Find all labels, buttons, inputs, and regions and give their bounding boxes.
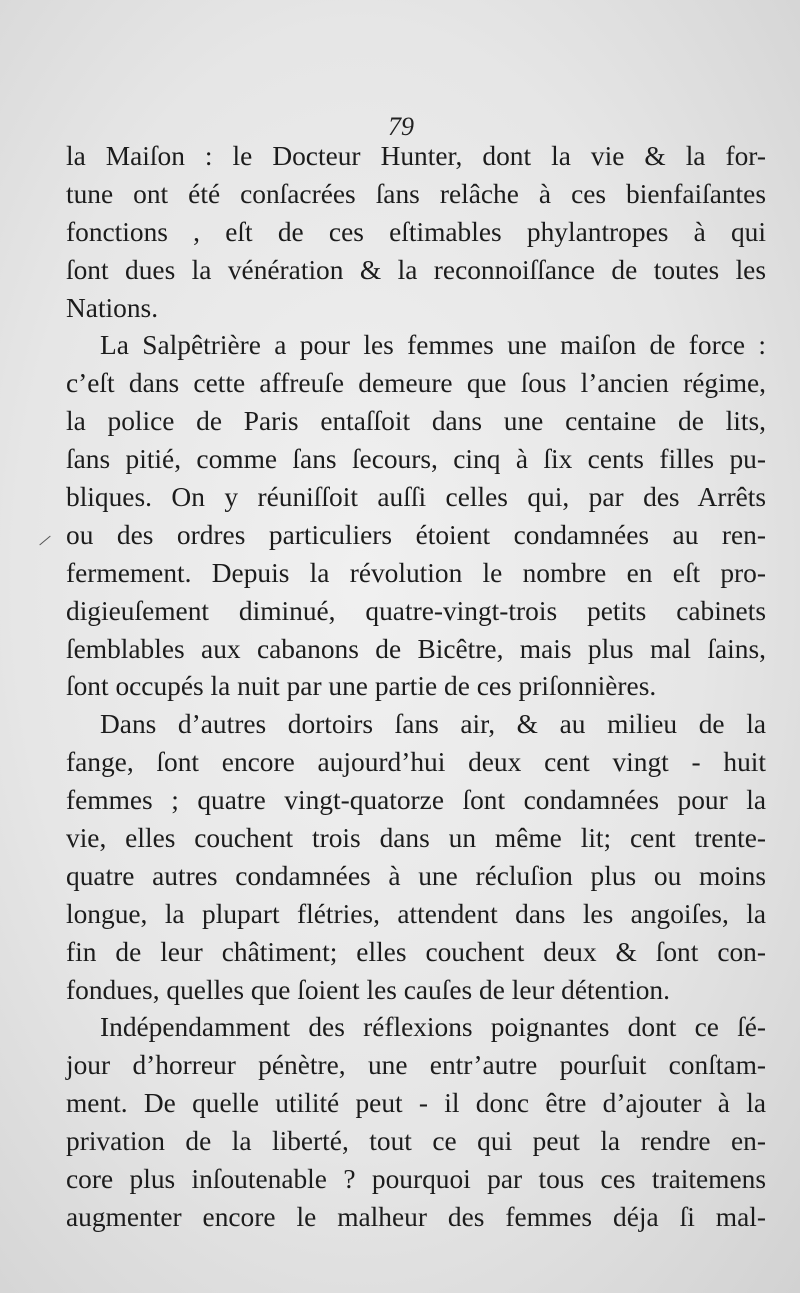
text-line: ſont occupés la nuit par une partie de ces priſonnières. [66,671,657,702]
margin-mark [39,536,50,546]
text-line: vie, elles couchent trois dans un même lit; cent trente- [66,823,766,854]
text-line: fange, ſont encore aujourd’hui deux cent vingt - huit [66,747,766,778]
text-line: tune ont été conſacrées ſans relâche à ces bienfaiſantes [66,178,766,209]
text-line: Indépendamment des réflexions poignantes dont ce ſé- [100,1012,766,1043]
page-number: 79 [388,112,414,141]
text-line: Nations. [66,292,159,323]
text-line: fonctions , eſt de ces eſtimables phylantropes à qui [66,216,766,247]
text-line: ſont dues la vénération & la reconnoiſſance de toutes les [66,254,766,285]
text-line: ment. De quelle utilité peut - il donc être d’ajouter à la [66,1088,766,1119]
text-line: La Salpêtrière a pour les femmes une maiſon de force : [100,330,766,361]
text-line: la Maiſon : le Docteur Hunter, dont la vie & la for- [66,141,766,171]
body-text [66,138,766,1237]
text-line: quatre autres condamnées à une récluſion plus ou moins [66,860,766,891]
text-line: core plus inſoutenable ? pourquoi par tous ces traitemens [66,1164,766,1195]
text-line: ou des ordres particuliers étoient condamnées au ren- [66,519,766,550]
text-line: fondues, quelles que ſoient les cauſes de leur détention. [66,974,670,1005]
text-line: la police de Paris entaſſoit dans une centaine de lits, [66,406,766,437]
text-line: ſans pitié, comme ſans ſecours, cinq à ſix cents filles pu- [66,444,766,475]
text-line: femmes ; quatre vingt-quatorze ſont condamnées pour la [66,785,766,816]
text-line: ſemblables aux cabanons de Bicêtre, mais plus mal ſains, [66,633,766,664]
text-line: privation de la liberté, tout ce qui peut la rendre en- [66,1126,766,1157]
text-line: augmenter encore le malheur des femmes déja ſi mal- [66,1201,766,1232]
text-line: fin de leur châtiment; elles couchent deux & ſont con- [66,936,766,967]
text-line: fermement. Depuis la révolution le nombre en eſt pro- [66,557,766,588]
text-line: longue, la plupart flétries, attendent dans les angoiſes, la [66,898,766,929]
text-line: c’eſt dans cette affreuſe demeure que ſous l’ancien régime, [66,368,766,399]
text-line: bliques. On y réuniſſoit auſſi celles qui, par des Arrêts [66,482,766,513]
text-line: jour d’horreur pénètre, une entr’autre pourſuit conſtam- [66,1050,766,1081]
text-line: digieuſement diminué, quatre-vingt-trois petits cabinets [66,595,766,626]
text-line: Dans d’autres dortoirs ſans air, & au milieu de la [100,709,766,740]
